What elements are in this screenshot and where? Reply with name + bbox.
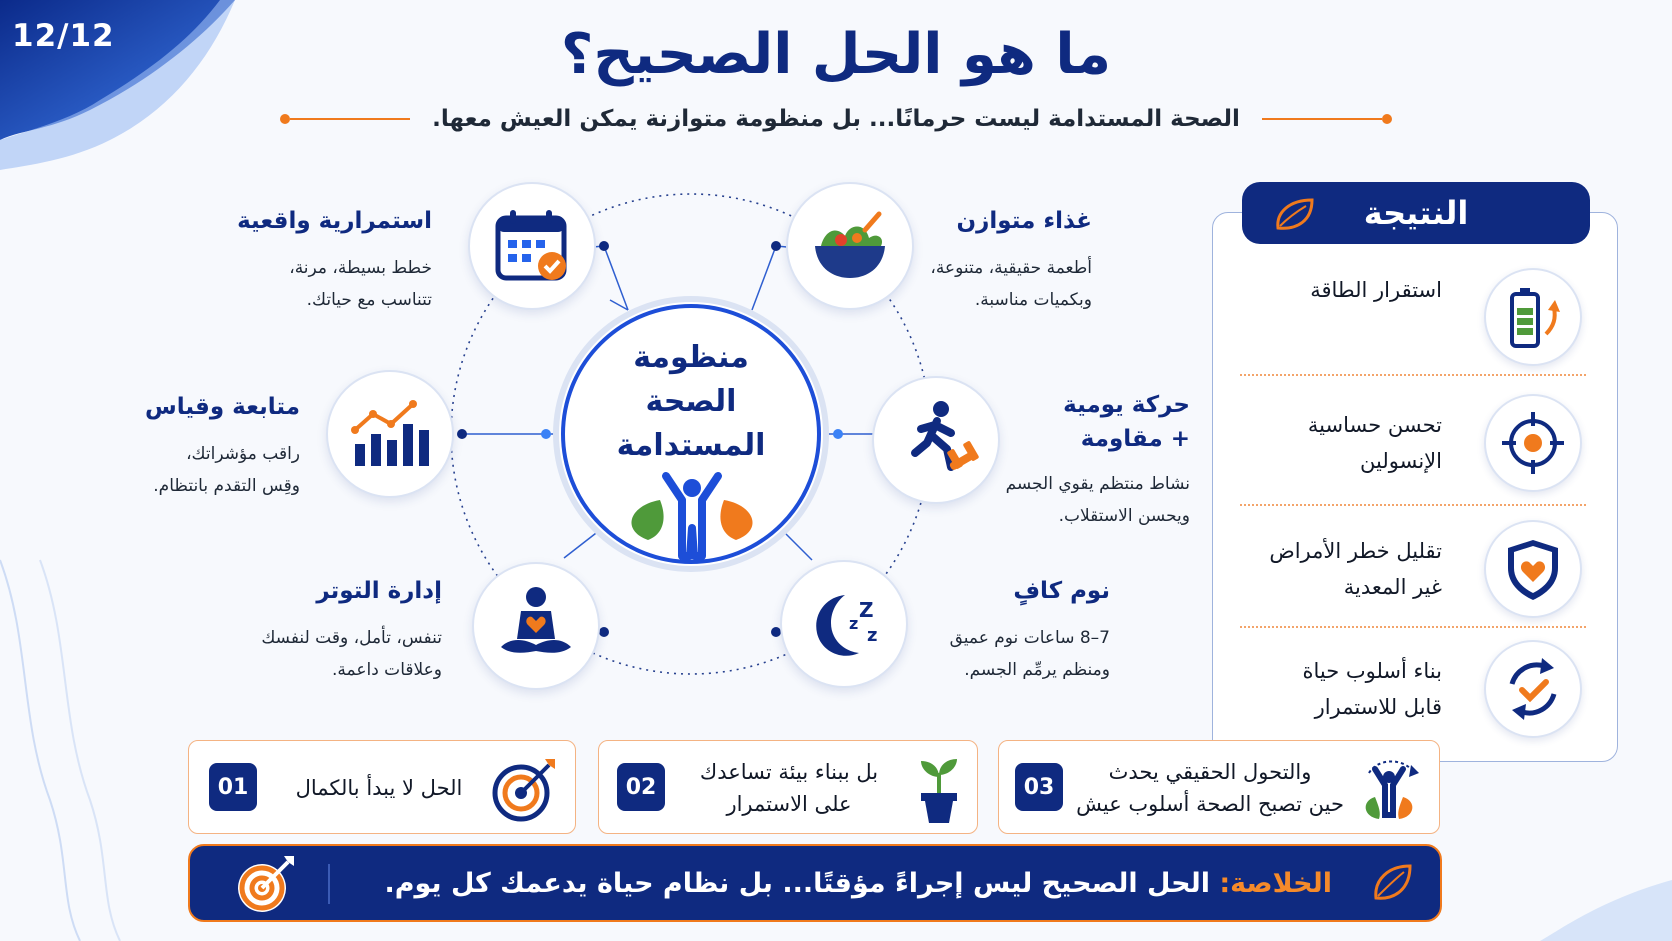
meditation-icon [491,581,581,671]
result-item [1212,258,1618,368]
result-item-icon-wrap [1484,268,1582,366]
pillar-line: أطعمة حقيقية، متنوعة، [930,258,1092,278]
result-item-text [1222,258,1442,322]
hub-title-line: منظومة [633,340,749,375]
conclusion-body: الحل الصحيح ليس إجراءً مؤقتًا... بل نظام حياة يدعمك كل يوم. [384,867,1220,899]
step-text [1075,741,1345,835]
step-line: بل ببناء بيئة تساعدك [699,760,879,784]
step-line: والتحول الحقيقي يحدث [1108,760,1312,784]
conclusion-bar [188,844,1442,922]
step-number: 01 [209,763,257,811]
node-stress [472,562,600,690]
result-item-text [1222,630,1442,748]
pillar-title: نوم كافٍ [1013,578,1110,604]
result-item-icon-wrap [1484,394,1582,492]
result-item-line: استقرار الطاقة [1310,278,1442,302]
pillar-line: وبكميات مناسبة. [974,290,1092,310]
pillar-stress [160,574,442,686]
result-item [1212,384,1618,494]
pillar-line: تنفس، تأمل، وقت لنفسك [261,628,442,648]
pillar-title: متابعة وقياس [145,394,300,420]
pillar-line: راقب مؤشراتك، [186,444,300,464]
result-item-line: الإنسولين [1360,449,1442,473]
pillar-title-line: حركة يومية [1063,392,1190,418]
step-line: على الاستمرار [726,792,852,816]
result-item-text [1222,384,1442,502]
hub-title-line: الصحة [645,384,737,419]
pillar-line: نشاط منتظم يقوي الجسم [1005,474,1190,494]
step-line: الحل لا يبدأ بالكمال [295,776,463,800]
svg-text:Z: Z [859,598,874,622]
target-crosshair-icon [1498,408,1568,478]
person-growth-icon [1349,753,1429,825]
result-item-line: تقليل خطر الأمراض [1269,539,1442,563]
pillar-movement [940,388,1190,532]
dart-target-icon [234,852,300,916]
result-item-text [1222,510,1442,628]
step-text [679,741,899,835]
result-separator [1240,626,1586,628]
pillar-line: وعلاقات داعمة. [332,660,442,680]
step-card-01 [188,740,576,834]
node-monitoring [326,370,454,498]
chart-growth-icon [345,394,435,474]
leaf-icon [1370,860,1414,904]
pillar-line: ومنظم يرمِّم الجسم. [964,660,1110,680]
result-item [1212,510,1618,620]
pillar-line: وقِس التقدم بانتظام. [153,476,300,496]
page-counter: 12/12 [12,18,115,54]
pillar-line: 7–8 ساعات نوم عميق [949,628,1110,648]
result-item [1212,630,1618,740]
pillar-title: استمرارية واقعية [237,208,432,234]
hub-title-line: المستدامة [616,428,766,463]
step-card-03 [998,740,1440,834]
step-number: 02 [617,763,665,811]
page-subtitle: الصحة المستدامة ليست حرمانًا... بل منظومة متوازنة يمكن العيش معها. [432,106,1240,132]
pillar-line: ويحسن الاستقلاب. [1058,506,1190,526]
pillar-title [940,388,1190,456]
calendar-check-icon [490,204,574,288]
pillar-title-line: + مقاومة [1080,426,1190,452]
result-item-icon-wrap [1484,520,1582,618]
battery-up-icon [1498,282,1568,352]
result-item-line: غير المعدية [1343,575,1442,599]
conclusion-key: الخلاصة: [1219,867,1332,899]
leaf-icon [1272,194,1316,234]
plant-pot-icon [911,753,967,825]
conclusion-text [384,846,1332,920]
result-header [1242,182,1590,244]
pillar-food [832,204,1092,316]
step-number: 03 [1015,763,1063,811]
svg-text:z: z [867,625,878,646]
result-title: النتيجة [1363,194,1469,232]
dart-target-icon [489,753,561,825]
svg-text:z: z [849,614,859,633]
pillar-monitoring [60,390,300,502]
pillar-title: إدارة التوتر [316,578,442,604]
page-title: ما هو الحل الصحيح؟ [560,22,1112,87]
hub-title [560,336,822,468]
result-item-icon-wrap [1484,640,1582,738]
pillar-title: غذاء متوازن [956,208,1092,234]
result-item-line: قابل للاستمرار [1314,695,1442,719]
result-separator [1240,374,1586,376]
result-item-line: بناء أسلوب حياة [1302,659,1442,683]
shield-heart-icon [1498,534,1568,604]
step-text [279,741,479,835]
result-item-line: تحسن حساسية [1307,413,1442,437]
step-line: حين تصبح الصحة أسلوب عيش [1076,792,1344,816]
conclusion-divider [328,864,330,904]
pillar-line: تتناسب مع حياتك. [306,290,432,310]
pillar-sleep [840,574,1110,686]
pillar-consistency [160,204,432,316]
pillar-line: خطط بسيطة، مرنة، [289,258,432,278]
node-consistency [468,182,596,310]
result-separator [1240,504,1586,506]
step-card-02 [598,740,978,834]
cycle-check-icon [1498,654,1568,724]
